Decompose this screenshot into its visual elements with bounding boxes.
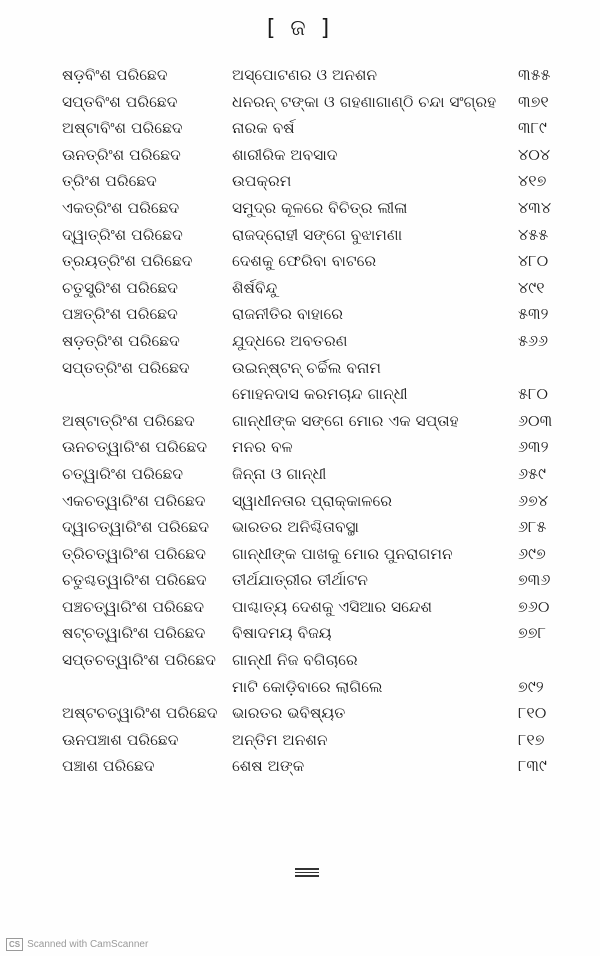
toc-row (0, 168, 600, 195)
page-header: [ ଜ ] (266, 16, 334, 41)
toc-title: ଅସ୍ପୋଟଣର ଓ ଅନଶନ (232, 66, 378, 84)
toc-chapter: ଷଡ଼ତ୍ରିଂଶ ପରିଛେଦ (62, 331, 180, 350)
toc-page: ୪୯୧ (518, 277, 545, 297)
toc-row (0, 142, 600, 169)
toc-title: ଜିନ୍ନା ଓ ଗାନ୍ଧୀ (232, 464, 327, 483)
toc-chapter: ଏକଚତ୍ୱାରିଂଶ ପରିଛେଦ (62, 491, 206, 510)
toc-chapter: ଊନପଞ୍ଚାଶ ପରିଛେଦ (62, 730, 179, 749)
toc-row (0, 514, 600, 541)
scanner-watermark (6, 938, 148, 951)
toc-title: ଭାରତର ଅନିଶ୍ଚିତାବସ୍ଥା (232, 518, 359, 537)
toc-chapter: ପଞ୍ଚତ୍ରିଂଶ ପରିଛେଦ (62, 305, 178, 324)
toc-page: ୩୮୯ (518, 118, 547, 138)
toc-page: ୪୧୭ (518, 171, 547, 191)
toc-title: ପାଶ୍ଚାତ୍ୟ ଦେଶକୁ ଏସିଆର ସନ୍ଦେଶ (232, 597, 433, 616)
toc-chapter: ଚତ୍ୱାରିଂଶ ପରିଛେଦ (62, 464, 184, 483)
toc-title: ବିଷାଦମୟ ବିଜୟ (232, 624, 332, 643)
toc-page: ୪୩୪ (518, 197, 552, 217)
toc-title: ଗାନ୍ଧୀଙ୍କ ପାଖକୁ ମୋର ପୁନରାଗମନ (232, 544, 453, 563)
toc-page: ୬୭୪ (518, 490, 549, 510)
toc-chapter: ଚତୁଶ୍ଚତ୍ୱାରିଂଶ ପରିଛେଦ (62, 571, 207, 590)
toc-row (0, 408, 600, 435)
toc-row (0, 674, 600, 701)
toc-chapter: ଚତୁସ୍ତ୍ରିଂଶ ପରିଛେଦ (62, 278, 178, 297)
toc-page: ୭୩୬ (518, 570, 551, 590)
toc-title: ଉଇନ୍‌ଷ୍ଟନ୍ ଚର୍ଚ୍ଚିଲ ବନାମ (232, 358, 381, 377)
toc-page: ୩୫୫ (518, 65, 551, 84)
toc-page: ୭୬୦ (518, 596, 550, 616)
toc-title: ଗାନ୍ଧୀ ନିଜ ବଗିଚାରେ (232, 651, 358, 670)
toc-row (0, 620, 600, 647)
toc-chapter: ଦ୍ୱାତ୍ରିଂଶ ପରିଛେଦ (62, 225, 183, 244)
toc-row (0, 647, 600, 674)
toc-title: ଶାରୀରିକ ଅବସାଦ (232, 145, 338, 164)
toc-title: ଶିର୍ଷବିନ୍ଦୁ (232, 278, 278, 297)
toc-title: ତୀର୍ଥଯାତ୍ରୀର ତୀର୍ଥାଟନ (232, 571, 368, 590)
toc-chapter: ଅଷ୍ଟାବିଂଶ ପରିଛେଦ (62, 119, 183, 138)
toc-page: ୩୭୧ (518, 91, 549, 111)
toc-title: ରାଜନୀତିର ବାହାରେ (232, 305, 344, 324)
toc-title: ମାଟି କୋଡ଼ିବାରେ ଲାଗିଲେ (232, 677, 383, 696)
toc-chapter: ପଞ୍ଚଚତ୍ୱାରିଂଶ ପରିଛେଦ (62, 597, 205, 616)
toc-row (0, 275, 600, 302)
toc-page: ୫୩୨ (518, 304, 549, 324)
scanner-watermark-text: Scanned with CamScanner (27, 939, 149, 950)
toc-row (0, 753, 600, 780)
toc-chapter: ସପ୍ତଚତ୍ୱାରିଂଶ ପରିଛେଦ (62, 651, 216, 670)
toc-chapter: ସପ୍ତବିଂଶ ପରିଛେଦ (62, 92, 178, 111)
toc-title: ମୋହନଦାସ କରମଚାନ୍ଦ ଗାନ୍ଧୀ (232, 385, 408, 404)
toc-page: ୬୦୩ (518, 410, 553, 430)
camscanner-logo-icon: CS (6, 938, 23, 951)
toc-chapter: ଊନତ୍ରିଂଶ ପରିଛେଦ (62, 145, 181, 164)
toc-title: ନାରକ ବର୍ଷ (232, 119, 295, 138)
toc-chapter: ଅଷ୍ଟାତ୍ରିଂଶ ପରିଛେଦ (62, 411, 195, 430)
toc-row (0, 301, 600, 328)
toc-row (0, 434, 600, 461)
toc-title: ଦେଶକୁ ଫେରିବା ବାଟରେ (232, 252, 377, 271)
toc-page: ୬୯୭ (518, 543, 546, 563)
toc-title: ଭାରତର ଭବିଷ୍ୟତ (232, 704, 346, 723)
toc-row (0, 62, 600, 89)
toc-title: ରାଜଦ୍ରୋହୀ ସଙ୍ଗେ ବୁଝାମଣା (232, 225, 403, 244)
toc-title: ଧନରନ୍ ଟଙ୍କା ଓ ଗହଣାଗାଣ୍ଠି ଚନ୍ଦା ସଂଗ୍ରହ (232, 92, 497, 111)
toc-chapter: ଷଡ଼ବିଂଶ ପରିଛେଦ (62, 66, 168, 84)
toc-page: ୭୭୮ (518, 623, 546, 643)
toc-chapter: ତ୍ରିଂଶ ପରିଛେଦ (62, 172, 157, 191)
toc-chapter: ଷଟ୍‌ଚତ୍ୱାରିଂଶ ପରିଛେଦ (62, 624, 206, 643)
toc-page: ୮୧୭ (518, 729, 545, 749)
toc-row (0, 727, 600, 754)
toc-page: ୪୫୫ (518, 224, 549, 244)
toc-page: ୪୦୪ (518, 144, 551, 164)
toc-chapter: ଏକତ୍ରିଂଶ ପରିଛେଦ (62, 198, 180, 217)
toc-row (0, 355, 600, 382)
toc-title: ସମୁଦ୍ର କୂଳରେ ବିଚିତ୍ର ଲୀଳା (232, 198, 408, 217)
toc-row (0, 115, 600, 142)
toc-page: ୮୩୯ (518, 756, 547, 776)
toc-title: ମନର ବଳ (232, 438, 293, 457)
toc-page: ୬୫୯ (518, 463, 546, 483)
toc-page: ୪୮୦ (518, 251, 549, 271)
toc-page: ୫୬୬ (518, 330, 549, 350)
toc-page: ୫୮୦ (518, 384, 548, 404)
toc-row (0, 328, 600, 355)
toc-chapter: ଅଷ୍ଟଚତ୍ୱାରିଂଶ ପରିଛେଦ (62, 704, 218, 723)
toc-row (0, 381, 600, 408)
toc-chapter: ଦ୍ୱାଚତ୍ୱାରିଂଶ ପରିଛେଦ (62, 518, 210, 537)
toc-row (0, 248, 600, 275)
toc-page: ୮୧୦ (518, 703, 547, 723)
toc-row (0, 488, 600, 515)
toc-page: ୬୮୫ (518, 517, 547, 537)
toc-row (0, 594, 600, 621)
toc-row (0, 195, 600, 222)
toc-chapter: ଊନଚତ୍ୱାରିଂଶ ପରିଛେଦ (62, 438, 207, 457)
toc-row (0, 222, 600, 249)
toc-chapter: ତ୍ରିଚତ୍ୱାରିଂଶ ପରିଛେଦ (62, 544, 206, 563)
end-ornament (295, 866, 319, 879)
toc-title: ଶେଷ ଅଙ୍କ (232, 757, 305, 776)
toc-title: ସ୍ୱାଧୀନତାର ପ୍ରାକ୍‌କାଳରେ (232, 491, 392, 510)
toc-row (0, 461, 600, 488)
toc-row (0, 567, 600, 594)
toc-title: ଯୁଦ୍ଧରେ ଅବତରଣ (232, 331, 348, 350)
toc-chapter: ତ୍ରୟତ୍ରିଂଶ ପରିଛେଦ (62, 252, 193, 271)
toc-page: ୬୩୨ (518, 437, 549, 457)
table-of-contents (0, 62, 600, 780)
toc-row (0, 89, 600, 116)
toc-row (0, 700, 600, 727)
toc-chapter: ପଞ୍ଚାଶ ପରିଛେଦ (62, 757, 155, 776)
toc-title: ଅନ୍ତିମ ଅନଶନ (232, 730, 328, 749)
toc-title: ଗାନ୍ଧୀଙ୍କ ସଙ୍ଗେ ମୋର ଏକ ସପ୍ତାହ (232, 411, 459, 430)
toc-title: ଉପକ୍ରମ (232, 172, 292, 191)
toc-chapter: ସପ୍ତତ୍ରିଂଶ ପରିଛେଦ (62, 358, 190, 377)
toc-row (0, 541, 600, 568)
toc-page: ୭୯୨ (518, 676, 544, 696)
